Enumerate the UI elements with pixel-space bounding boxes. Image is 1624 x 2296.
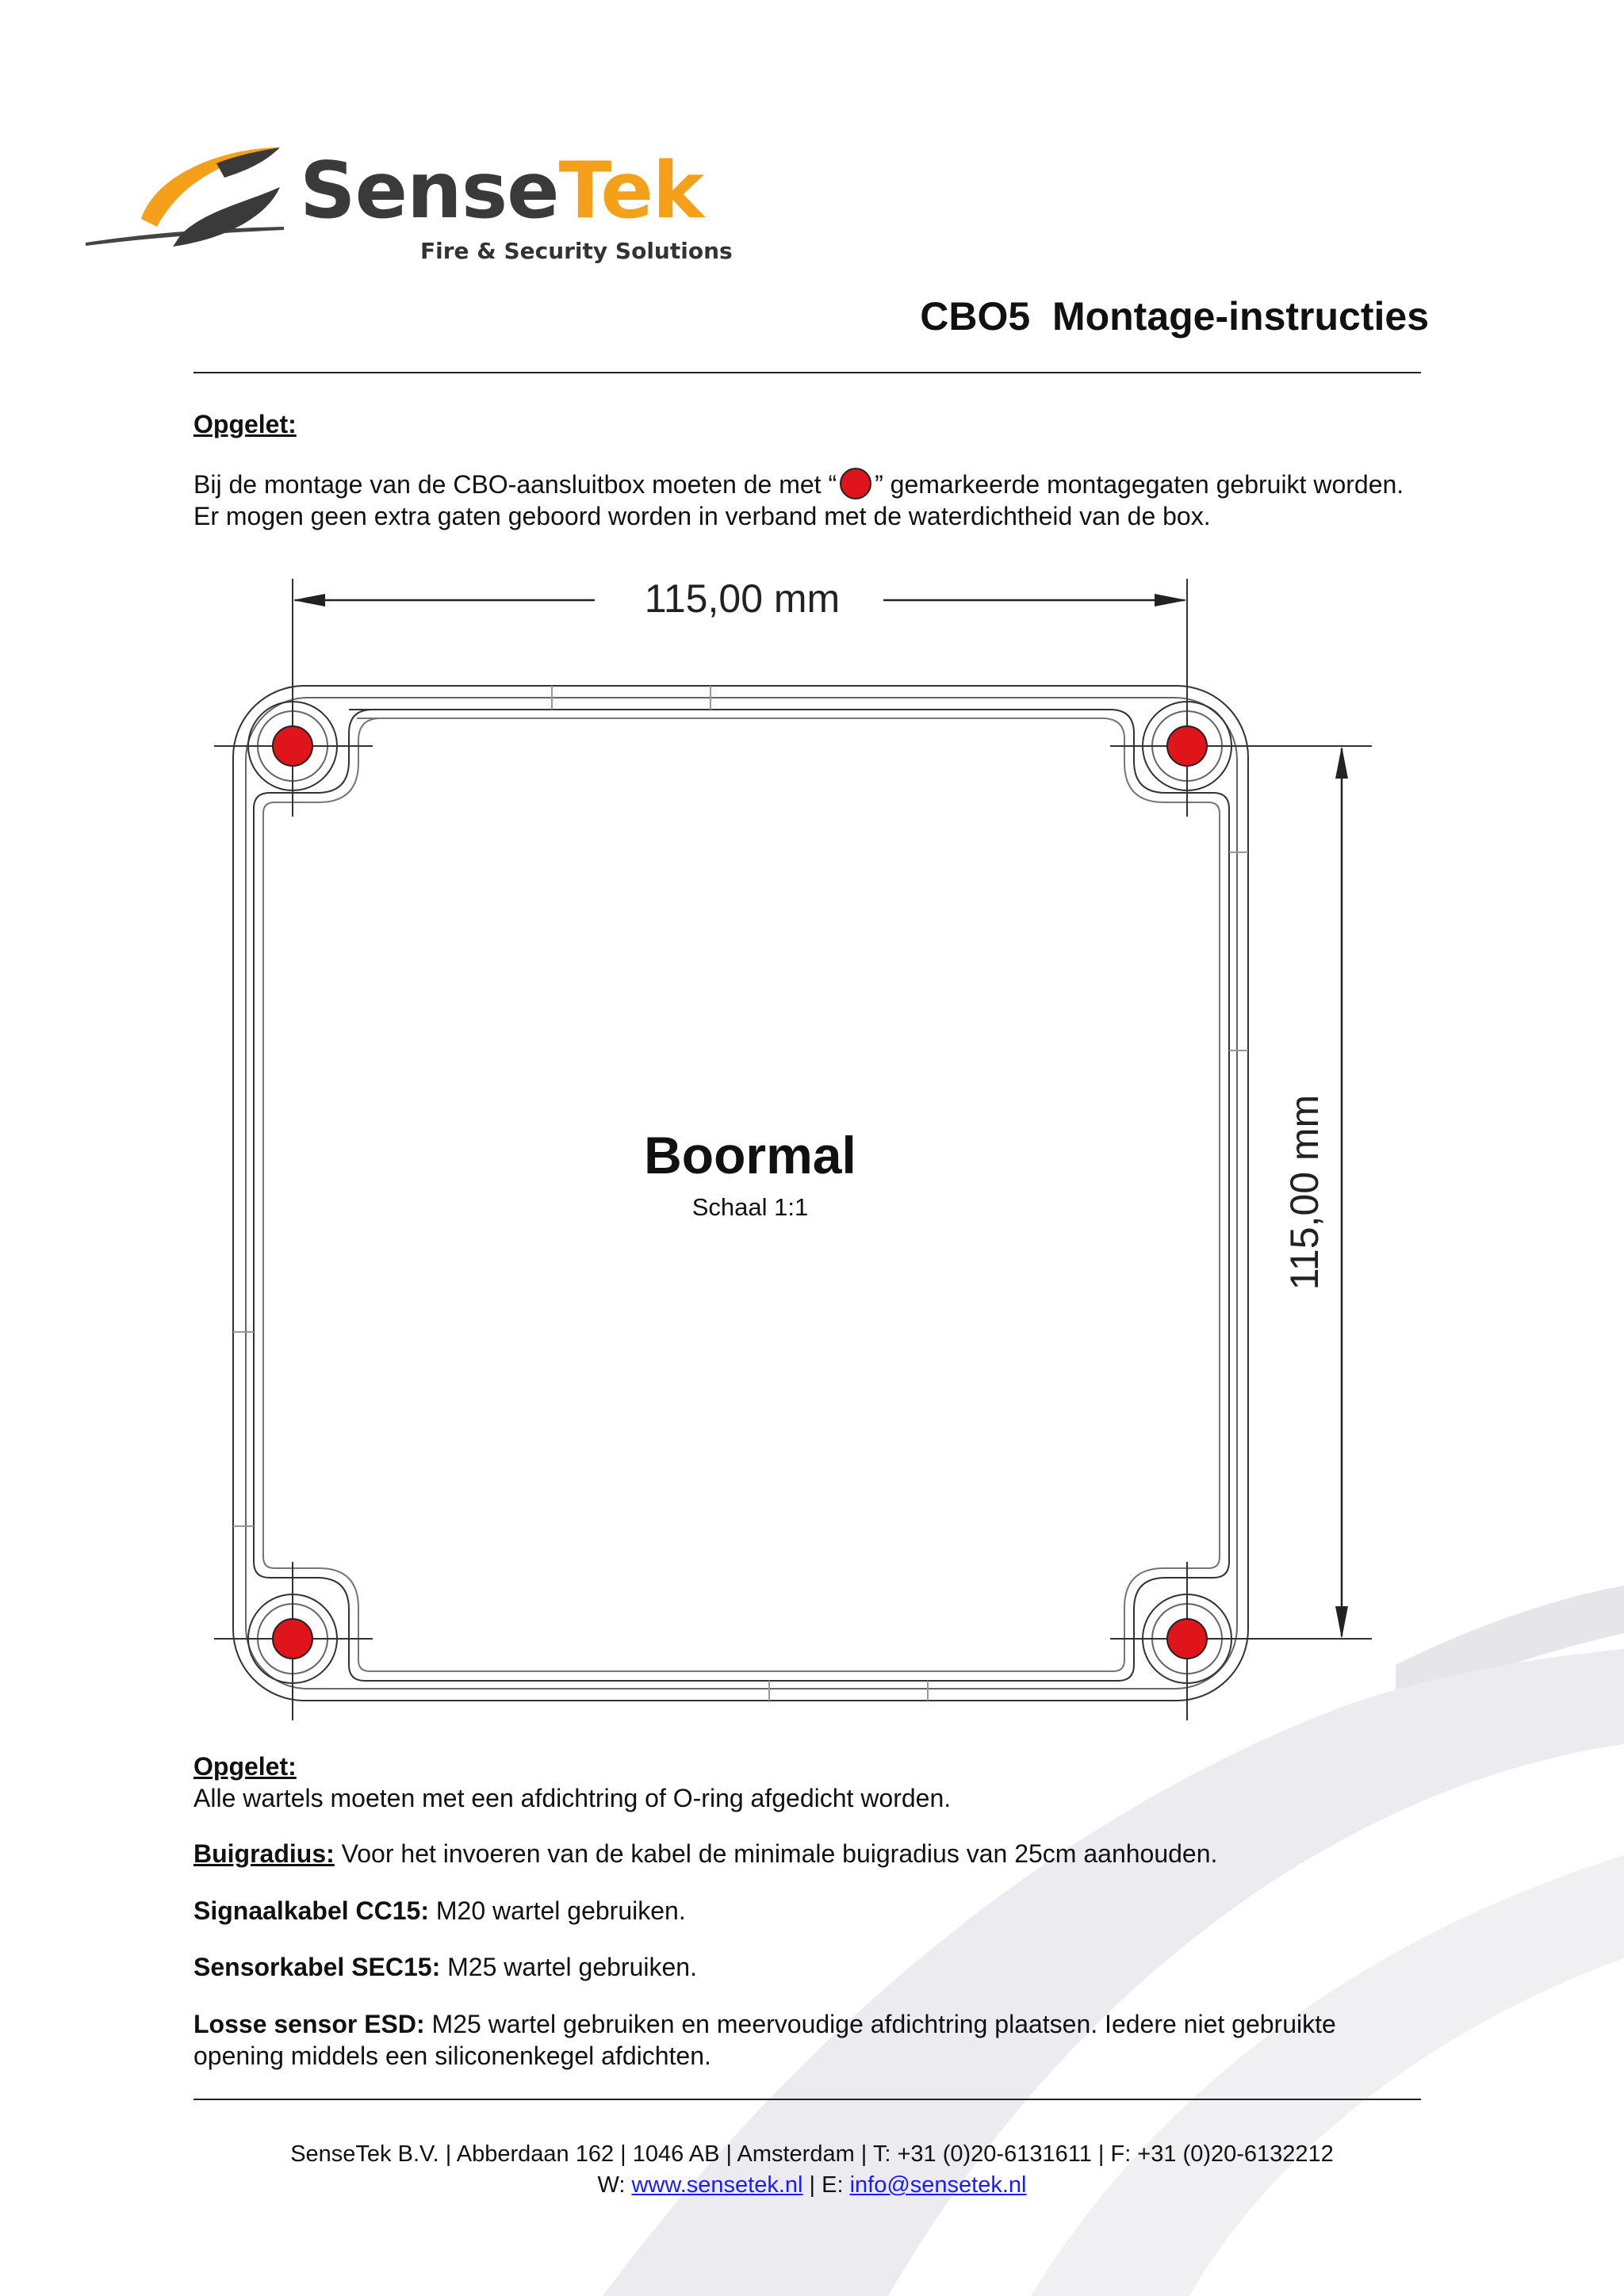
note-label: Buigradius: [193,1839,335,1868]
website-link[interactable]: www.sensetek.nl [631,2172,803,2198]
warning-label: Opgelet: [193,1752,297,1781]
document-title: CBO5 Montage-instructies [920,294,1429,339]
note-sensorkabel [193,1951,1431,1983]
warning-text: Alle wartels moeten met een afdichtring of O-ring afgedicht worden. [193,1784,952,1812]
mounting-hole-bottom-left [273,1619,312,1659]
red-dot-icon [840,468,871,499]
note-label: Sensorkabel SEC15: [193,1953,441,1981]
intro-text-after: ” gemarkeerde montagegaten gebruikt worden. Er mogen geen extra gaten geboord worden in verband met de waterdichtheid van de box. [193,470,1404,530]
brand-name-part1: Sense [300,146,559,236]
brand-name-part2: Tek [558,146,704,236]
footer-separator: | E: [802,2172,850,2198]
mounting-hole-top-left [273,726,312,766]
footer-web-label: W: [597,2172,632,2198]
mounting-hole-top-right [1167,726,1207,766]
drilling-template [206,563,1380,1728]
template-scale: Schaal 1:1 [691,1193,809,1221]
intro-paragraph [193,468,1431,532]
intro-text-before: Bij de montage van de CBO-aansluitbox moeten de met “ [193,470,837,499]
note-text: Voor het invoeren van de kabel de minimale buigradius van 25cm aanhouden. [334,1839,1218,1868]
email-link[interactable]: info@sensetek.nl [849,2172,1027,2198]
note-buigradius [193,1838,1431,1869]
header-divider [193,372,1421,373]
dimension-vertical-label: 115,00 mm [1282,1094,1327,1291]
mounting-holes [273,726,1207,1659]
note-text: M20 wartel gebruiken. [429,1896,686,1925]
note-signaalkabel [193,1895,1431,1927]
footer-contact [0,2172,1624,2198]
note-label: Losse sensor ESD: [193,2010,425,2038]
intro-label-line [193,408,1431,440]
brand-name [300,146,703,236]
template-title: Boormal [644,1126,856,1184]
warning-block [193,1751,1431,1814]
mounting-hole-bottom-right [1167,1619,1207,1659]
footer-address: SenseTek B.V. | Abberdaan 162 | 1046 AB | Amsterdam | T: +31 (0)20-6131611 | F: +31 (0)20-6132212 [290,2141,1334,2167]
brand-tagline: Fire & Security Solutions [420,238,733,264]
intro-label: Opgelet: [193,410,297,438]
note-label: Signaalkabel CC15: [193,1896,429,1925]
note-text: M25 wartel gebruiken. [440,1953,697,1981]
footer-divider [193,2099,1421,2100]
note-text: M25 wartel gebruiken en meervoudige afdichtring plaatsen. Iedere niet gebruikte opening middels een siliconenkegel afdichten. [193,2010,1336,2070]
note-losse-sensor [193,2008,1431,2072]
dimension-horizontal-label: 115,00 mm [644,576,841,621]
